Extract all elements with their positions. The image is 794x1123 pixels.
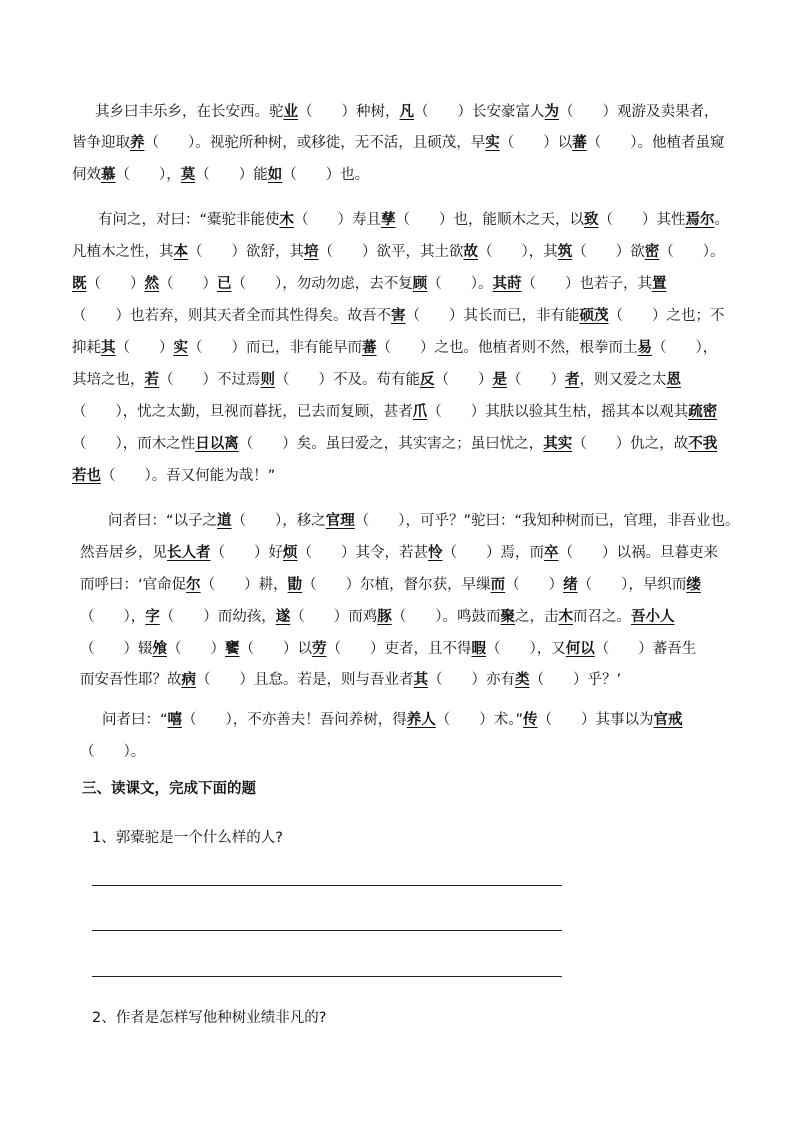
- passage-text: （ ）种树，: [298, 104, 400, 120]
- passage-text: （ ）。鸣鼓而: [391, 609, 501, 625]
- passage-text: （ ），不亦善夫！吾问养树，得: [182, 712, 407, 728]
- passage-text: （ ）以: [499, 135, 573, 151]
- keyword: 道: [217, 513, 232, 529]
- keyword: 如: [267, 167, 283, 183]
- passage-text: （ ）寿且: [294, 212, 382, 228]
- keyword: 密: [644, 244, 660, 260]
- passage-text: 其培之也，: [72, 372, 145, 388]
- p2-line: [72, 434, 717, 454]
- passage-text: （ ）欲舒，其: [188, 244, 304, 260]
- passage-text: （ ），: [115, 167, 181, 183]
- passage-text: （ ），其: [478, 244, 558, 260]
- passage-text: 问者曰：“以子之: [108, 513, 218, 529]
- passage-text: 之，击: [515, 609, 559, 625]
- keyword: 顾: [412, 276, 428, 292]
- passage-text: （ ）好: [210, 545, 283, 561]
- passage-text: （ ）其性: [598, 212, 686, 228]
- keyword: 卒: [544, 545, 559, 561]
- passage-text: （ ）欲: [572, 244, 645, 260]
- keyword: 绪: [563, 577, 578, 593]
- keyword: 勖: [287, 577, 303, 593]
- passage-text: 伺效: [72, 167, 101, 183]
- question-1: 1、郭橐驼是一个什么样的人?: [92, 830, 283, 846]
- p3-line: [80, 575, 701, 595]
- passage-text: （ ），勿动勿虑，去不复: [231, 276, 413, 292]
- passage-text: ，则又爱之太: [579, 372, 667, 388]
- keyword: 爪: [412, 404, 428, 420]
- p2-line: [72, 370, 681, 390]
- keyword: 豚: [377, 609, 392, 625]
- passage-text: （ ）之也。他植者则不然，根拳而土: [376, 340, 638, 356]
- passage-text: （ ）其长而已，非有能: [405, 308, 580, 324]
- passage-text: （ ），又: [486, 641, 566, 657]
- keyword: 类: [515, 672, 530, 688]
- passage-text: （ ）尔植，督尔获，早缫: [302, 577, 491, 593]
- passage-text: （ ）也若弃，则其天者全而其性得矣。故吾不: [72, 308, 391, 324]
- p1-line: [95, 102, 719, 122]
- p2-line: [72, 466, 275, 486]
- passage-text: （ ）: [115, 340, 174, 356]
- keyword: 尔: [186, 577, 201, 593]
- passage-text: （ ）亦有: [428, 672, 515, 688]
- keyword: 恩: [666, 372, 681, 388]
- answer-line[interactable]: [92, 976, 562, 977]
- keyword: 培: [304, 244, 319, 260]
- keyword: 饔: [225, 641, 240, 657]
- passage-text: （ ）吏者，且不得: [326, 641, 472, 657]
- p3-line: [80, 639, 696, 659]
- passage-text: （ ），移之: [231, 513, 326, 529]
- passage-text: （ ），: [652, 340, 718, 356]
- passage-text: 凡植木之性，其: [72, 244, 174, 260]
- p1-line: [72, 165, 369, 185]
- keyword: 硕茂: [579, 308, 609, 324]
- passage-text: （ ）以祸。旦暮吏来: [558, 545, 718, 561]
- keyword: 官戒: [653, 712, 683, 728]
- keyword: 业: [283, 104, 298, 120]
- passage-text: （ ）乎？’: [529, 672, 622, 688]
- keyword: 劳: [312, 641, 327, 657]
- keyword: 然: [144, 276, 159, 292]
- p3-line: [80, 543, 718, 563]
- keyword: 暇: [471, 641, 486, 657]
- passage-text: 而召之。: [573, 609, 631, 625]
- p4-line: [102, 710, 683, 730]
- keyword: 官理: [325, 513, 355, 529]
- passage-text: （ ）。视驼所种树，或移徙，无不活，且硕茂，早: [144, 135, 486, 151]
- passage-text: （ ）而鸡: [290, 609, 378, 625]
- keyword: 反: [420, 372, 435, 388]
- keyword: 故: [463, 244, 478, 260]
- keyword: 传: [523, 712, 538, 728]
- keyword: 飧: [152, 641, 167, 657]
- passage-text: （ ）。: [659, 244, 725, 260]
- passage-text: （ ），可乎？”驼曰：“我知种树而已，官理，非吾业也。: [354, 513, 740, 529]
- keyword: 病: [181, 672, 196, 688]
- keyword: 其: [413, 672, 428, 688]
- passage-text: （ ）矣。虽曰爱之，其实害之；虽曰忧之，: [238, 436, 544, 452]
- passage-text: （ ）其令，若甚: [297, 545, 428, 561]
- keyword: 吾小人: [631, 609, 675, 625]
- passage-text: （ ）焉，而: [442, 545, 544, 561]
- passage-text: （ ）: [434, 372, 493, 388]
- keyword: 长人者: [167, 545, 211, 561]
- passage-text: （ ）耕，: [200, 577, 288, 593]
- passage-text: 而安吾性耶？故: [80, 672, 182, 688]
- keyword: 凡: [399, 104, 414, 120]
- passage-text: （ ）术。”: [435, 712, 524, 728]
- keyword: 遂: [275, 609, 291, 625]
- passage-text: （ ）且怠。若是，则与吾业者: [196, 672, 414, 688]
- p3-line: [80, 670, 621, 690]
- keyword: 木: [558, 609, 573, 625]
- passage-text: （ ），而木之性: [72, 436, 196, 452]
- passage-text: 然吾居乡，见: [80, 545, 167, 561]
- passage-text: （ ）: [507, 372, 565, 388]
- p4-line: [80, 742, 145, 762]
- keyword: 若: [144, 372, 159, 388]
- passage-text: （ ）欲平，其土欲: [318, 244, 464, 260]
- passage-text: 有问之，对曰：“橐驼非能使: [98, 212, 280, 228]
- keyword: 不我: [688, 436, 718, 452]
- p3-line: [80, 607, 675, 627]
- passage-text: （ ）其肤以验其生枯，摇其本以观其: [427, 404, 689, 420]
- passage-text: 皆争迎取: [72, 135, 130, 151]
- keyword: 是: [492, 372, 507, 388]
- passage-text: 抑耗: [72, 340, 101, 356]
- keyword: 为: [544, 104, 559, 120]
- keyword: 缕: [686, 577, 701, 593]
- keyword: 害: [391, 308, 406, 324]
- passage-text: （ ）以: [239, 641, 312, 657]
- section-3-heading: 三、读课文，完成下面的题: [82, 781, 256, 797]
- keyword: 筑: [557, 244, 573, 260]
- keyword: 孳: [381, 212, 396, 228]
- keyword: 蕃: [572, 135, 587, 151]
- passage-text: （ ）也，能顺木之天，以: [395, 212, 585, 228]
- keyword: 焉尔: [685, 212, 715, 228]
- keyword: 既: [72, 276, 87, 292]
- passage-text: （ ）观游及卖果者，: [559, 104, 719, 120]
- passage-text: （ ）仇之，故: [572, 436, 689, 452]
- passage-text: （ ），: [80, 609, 146, 625]
- p2-line: [72, 402, 717, 422]
- keyword: 若也: [72, 468, 101, 484]
- passage-text: （ ）。他植者虽窥: [586, 135, 725, 151]
- keyword: 置: [652, 276, 667, 292]
- p2-line: [98, 210, 729, 230]
- passage-text: （ ）辍: [80, 641, 153, 657]
- passage-text: （ ）也若子，其: [521, 276, 652, 292]
- p2-line: [72, 242, 725, 262]
- passage-text: （ ）而已，非有能早而: [188, 340, 362, 356]
- passage-text: 而呼曰：‘官命促: [80, 577, 187, 593]
- passage-text: （ ）而幼孩，: [159, 609, 276, 625]
- keyword: 养: [130, 135, 145, 151]
- keyword: 莫: [180, 167, 196, 183]
- keyword: 嘻: [167, 712, 183, 728]
- passage-text: （ ）也。: [282, 167, 370, 183]
- passage-text: （ ）其事以为: [537, 712, 654, 728]
- keyword: 疏密: [688, 404, 718, 420]
- keyword: 蕃: [362, 340, 377, 356]
- keyword: 木: [279, 212, 295, 228]
- keyword: 致: [584, 212, 599, 228]
- keyword: 易: [637, 340, 652, 356]
- keyword: 其实: [543, 436, 573, 452]
- keyword: 日以离: [195, 436, 239, 452]
- keyword: 而: [490, 577, 506, 593]
- p3-line: [108, 511, 740, 531]
- passage-text: （ ）。: [80, 744, 146, 760]
- keyword: 已: [217, 276, 232, 292]
- passage-text: （ ）之也；不: [608, 308, 725, 324]
- question-2: 2、作者是怎样写他种树业绩非凡的?: [92, 1010, 327, 1026]
- keyword: 则: [260, 372, 275, 388]
- p2-line: [72, 338, 717, 358]
- passage-text: （ ），忧之太勤，旦视而暮抚，已去而复顾，甚者: [72, 404, 413, 420]
- keyword: 字: [145, 609, 160, 625]
- p2-line: [72, 306, 725, 326]
- passage-text: （ ）不过焉: [159, 372, 261, 388]
- passage-text: （ ）蕃吾生: [594, 641, 697, 657]
- keyword: 实: [173, 340, 188, 356]
- keyword: 慕: [101, 167, 116, 183]
- keyword: 实: [485, 135, 500, 151]
- passage-text: （ ）: [86, 276, 145, 292]
- passage-text: （ ）: [505, 577, 564, 593]
- keyword: 聚: [500, 609, 515, 625]
- p1-line: [72, 133, 725, 153]
- passage-text: （ ）: [167, 641, 225, 657]
- keyword: 其: [101, 340, 116, 356]
- keyword: 其莳: [492, 276, 522, 292]
- passage-text: （ ）。: [427, 276, 493, 292]
- passage-text: （ ）长安豪富人: [414, 104, 545, 120]
- keyword: 何以: [565, 641, 595, 657]
- keyword: 烦: [283, 545, 298, 561]
- keyword: 者: [565, 372, 580, 388]
- passage-text: （ ），早织而: [577, 577, 687, 593]
- passage-text: 问者曰：“: [102, 712, 168, 728]
- passage-text: 。: [714, 212, 730, 228]
- p2-line: [72, 274, 667, 294]
- keyword: 本: [173, 244, 188, 260]
- answer-line[interactable]: [92, 885, 562, 886]
- passage-text: （ ）。吾又何能为哉！”: [101, 468, 276, 484]
- passage-text: （ ）能: [195, 167, 268, 183]
- passage-text: （ ）: [159, 276, 217, 292]
- answer-line[interactable]: [92, 930, 562, 931]
- passage-text: 其乡曰丰乐乡，在长安西。驼: [95, 104, 284, 120]
- keyword: 养人: [406, 712, 436, 728]
- passage-text: （ ）不及。苟有能: [275, 372, 420, 388]
- keyword: 怜: [428, 545, 443, 561]
